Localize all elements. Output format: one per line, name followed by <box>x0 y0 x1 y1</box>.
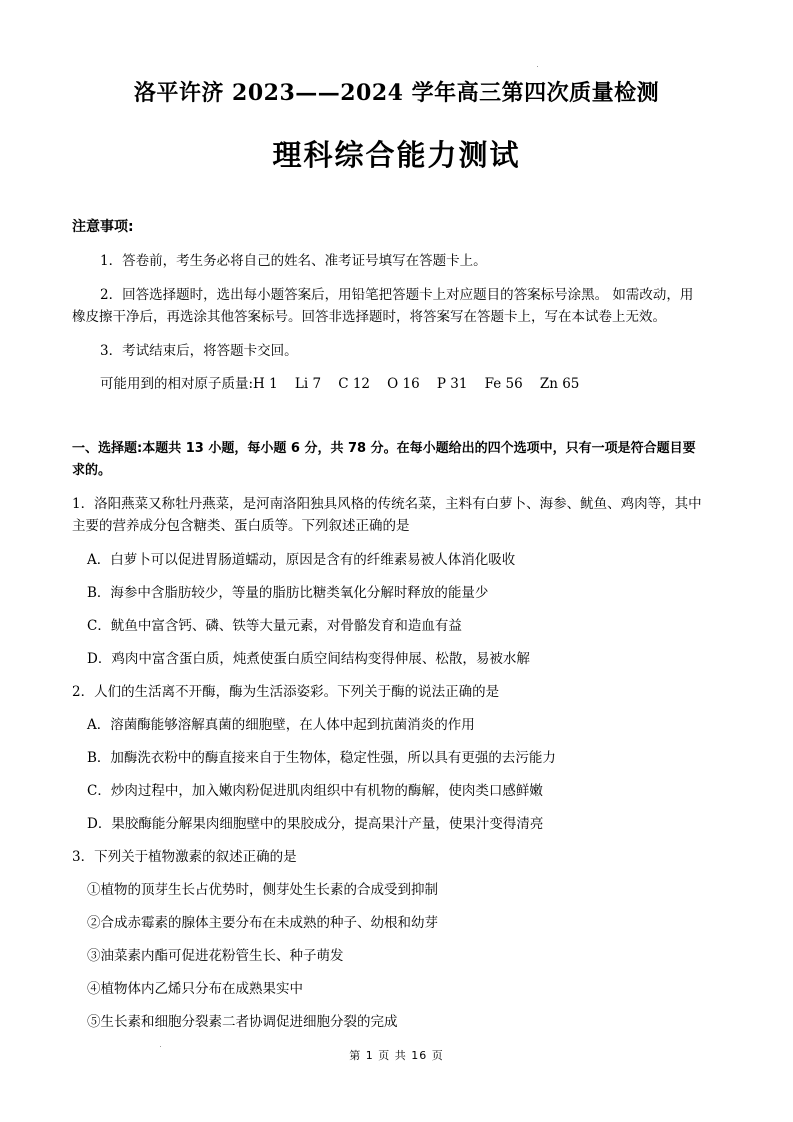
footer-page-number: 1 <box>365 1049 374 1062</box>
scan-speck <box>537 66 538 67</box>
question-2-option-d: D．果胶酶能分解果肉细胞壁中的果胶成分，提高果汁产量，使果汁变得清亮 <box>87 816 544 832</box>
question-1-stem-line1: 1．洛阳燕菜又称牡丹燕菜，是河南洛阳独具风格的传统名菜，主料有白萝卜、海参、鱿鱼、鸡肉等，其中 <box>72 496 702 512</box>
question-3-statement-3: ③油菜素内酯可促进花粉管生长、种子萌发 <box>87 948 344 964</box>
question-3-statement-2: ②合成赤霉素的腺体主要分布在未成熟的种子、幼根和幼芽 <box>87 915 438 931</box>
question-3-statement-4: ④植物体内乙烯只分布在成熟果实中 <box>87 981 303 997</box>
question-2-option-b: B．加酶洗衣粉中的酶直接来自于生物体，稳定性强，所以具有更强的去污能力 <box>87 750 556 766</box>
page-footer <box>0 1047 793 1063</box>
section-heading-line2: 求的。 <box>72 463 112 478</box>
question-1-option-a: A．白萝卜可以促进胃肠道蠕动，原因是含有的纤维素易被人体消化吸收 <box>87 552 516 568</box>
question-2-option-a: A．溶菌酶能够溶解真菌的细胞壁，在人体中起到抗菌消炎的作用 <box>87 717 475 733</box>
question-3-statement-5: ⑤生长素和细胞分裂素二者协调促进细胞分裂的完成 <box>87 1014 398 1030</box>
question-3-statement-1: ①植物的顶芽生长占优势时，侧芽处生长素的合成受到抑制 <box>87 882 438 898</box>
note-item-2-line2: 橡皮擦干净后，再选涂其他答案标号。回答非选择题时，将答案写在答题卡上，写在本试卷上无效。 <box>72 309 666 325</box>
note-item-2-line1: 2．回答选择题时，选出每小题答案后，用铅笔把答题卡上对应题目的答案标号涂黑。 如需改动，用 <box>100 287 694 303</box>
footer-middle: 页 共 <box>378 1049 407 1062</box>
footer-prefix: 第 <box>349 1049 362 1062</box>
question-1-option-c: C．鱿鱼中富含钙、磷、铁等大量元素，对骨骼发育和造血有益 <box>87 618 462 634</box>
question-3-stem: 3．下列关于植物激素的叙述正确的是 <box>72 849 297 865</box>
question-2-option-c: C．炒肉过程中，加入嫩肉粉促进肌肉组织中有机物的酶解，使肉类口感鲜嫩 <box>87 783 543 799</box>
question-1-stem-line2: 主要的营养成分包含糖类、蛋白质等。下列叙述正确的是 <box>72 518 410 534</box>
exam-title: 洛平许济 2023——2024 学年高三第四次质量检测 <box>133 80 660 106</box>
subject-title: 理科综合能力测试 <box>272 138 521 172</box>
notes-heading: 注意事项: <box>72 219 134 235</box>
question-1-option-b: B．海参中含脂肪较少，等量的脂肪比糖类氧化分解时释放的能量少 <box>87 585 489 601</box>
section-heading-line1: 一、选择题:本题共 13 小题，每小题 6 分，共 78 分。在每小题给出的四个选项中，只有一项是符合题目要 <box>72 441 696 456</box>
note-item-3: 3．考试结束后，将答题卡交回。 <box>100 343 298 359</box>
question-2-stem: 2．人们的生活离不开酶，酶为生活添姿彩。下列关于酶的说法正确的是 <box>72 684 500 700</box>
note-item-1: 1．答卷前，考生务必将自己的姓名、准考证号填写在答题卡上。 <box>100 253 487 269</box>
footer-total-pages: 16 <box>411 1049 428 1062</box>
footer-suffix: 页 <box>431 1049 444 1062</box>
question-1-option-d: D．鸡肉中富含蛋白质，炖煮使蛋白质空间结构变得伸展、松散，易被水解 <box>87 651 530 667</box>
atomic-mass-line: 可能用到的相对原子质量:H 1 Li 7 C 12 O 16 P 31 Fe 56 Zn 65 <box>100 376 580 392</box>
